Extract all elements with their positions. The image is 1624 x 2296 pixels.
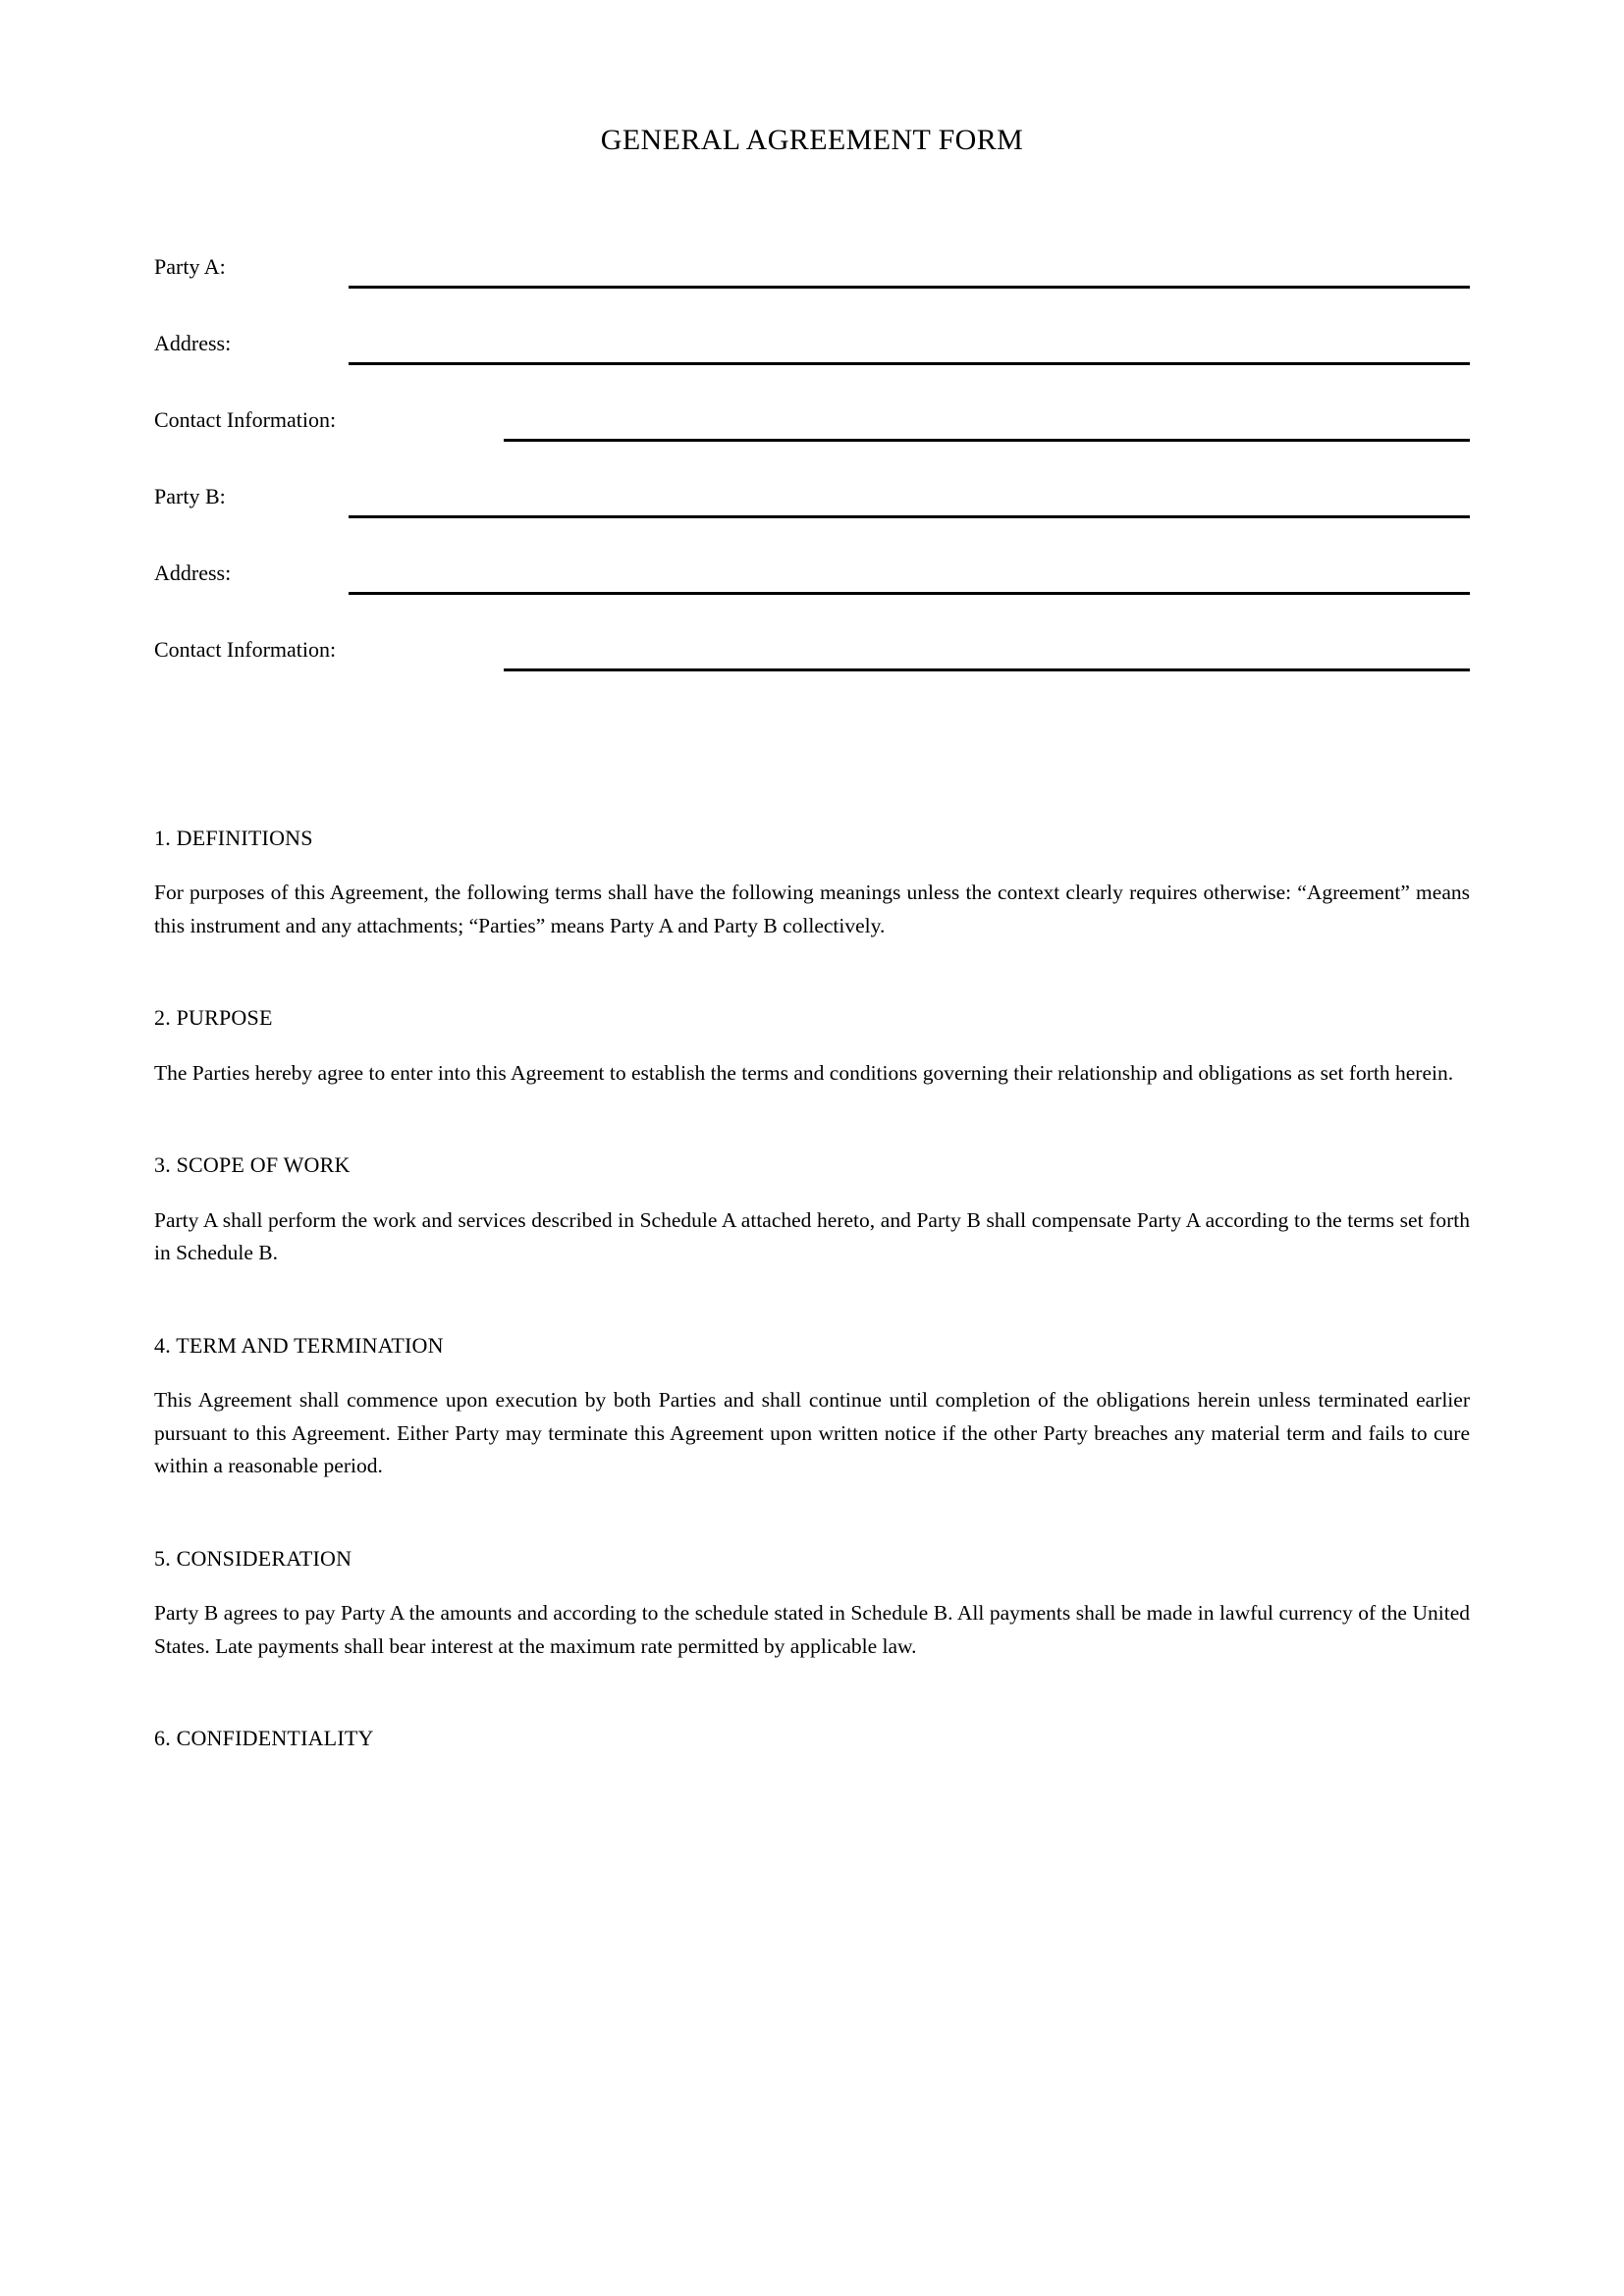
form-field-input-rule[interactable] [349,362,1470,365]
section-heading: 5. CONSIDERATION [154,1545,352,1571]
form-row [154,639,1470,716]
section-heading: 1. DEFINITIONS [154,826,313,850]
form-field-label: Contact Information: [154,637,337,662]
form-field-label: Address: [154,331,232,355]
form-field-input-rule[interactable] [349,286,1470,289]
agreement-section [154,1152,1470,1269]
section-body-text: Party A shall perform the work and services described in Schedule A attached hereto, and Party B shall compensate Party A according to the terms set forth in Schedule B. [154,1207,1470,1265]
agreement-sections [154,826,1470,1752]
form-row [154,256,1470,333]
agreement-section [154,826,1470,942]
party-details-form [154,256,1470,716]
form-row [154,333,1470,409]
agreement-section [154,1726,1470,1751]
form-field-label: Party A: [154,254,226,279]
form-row [154,562,1470,639]
section-heading: 6. CONFIDENTIALITY [154,1726,374,1751]
agreement-section [154,1333,1470,1483]
section-body-text: The Parties hereby agree to enter into this Agreement to establish the terms and conditions governing their relationship and obligations as set forth herein. [154,1060,1454,1085]
form-row [154,409,1470,486]
section-heading: 3. SCOPE OF WORK [154,1152,351,1178]
section-body-text: Party B agrees to pay Party A the amounts and according to the schedule stated in Schedule B. All payments shall be made in lawful currency of the United States. Late payments shall bear interest at the maximum rate permitted by applicable law. [154,1601,1470,1658]
agreement-section [154,1005,1470,1090]
section-body-text: For purposes of this Agreement, the following terms shall have the following meanings unless the context clearly requires otherwise: “Agreement” means this instrument and any attachments; “Parties” means Party A and Party B collectively. [154,881,1470,937]
document-content-column [154,0,1470,1778]
section-heading: 2. PURPOSE [154,1005,273,1031]
form-field-input-rule[interactable] [349,515,1470,518]
form-field-label: Contact Information: [154,407,337,432]
section-heading: 4. TERM AND TERMINATION [154,1332,444,1358]
agreement-section [154,1546,1470,1663]
page-title: GENERAL AGREEMENT FORM [600,124,1024,156]
form-field-input-rule[interactable] [504,439,1470,442]
form-row [154,486,1470,562]
form-field-input-rule[interactable] [349,592,1470,595]
form-field-label: Party B: [154,484,226,508]
form-field-label: Address: [154,561,232,585]
section-body-text: This Agreement shall commence upon execution by both Parties and shall continue until completion of the obligations herein unless terminated earlier pursuant to this Agreement. Either Party may terminate this Agreement upon written notice if the other Party breaches any material term and fails to cure within a reasonable period. [154,1388,1470,1478]
form-field-input-rule[interactable] [504,668,1470,671]
